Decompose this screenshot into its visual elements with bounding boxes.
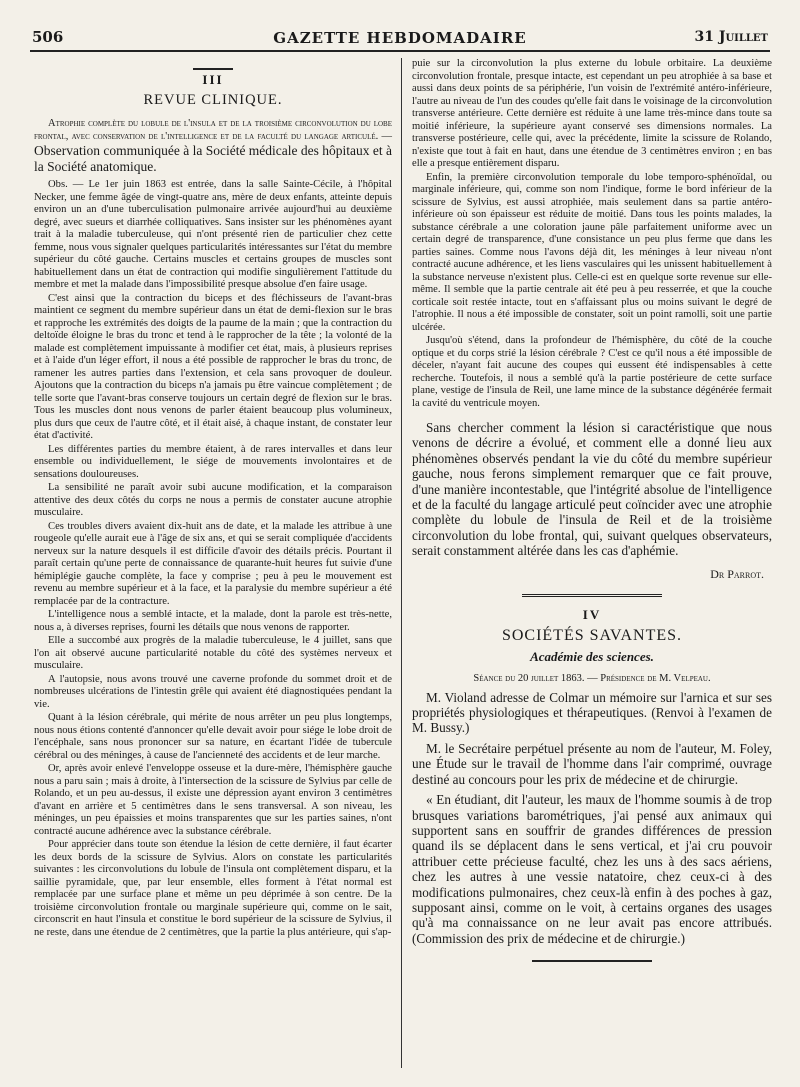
section-number (34, 68, 392, 88)
section-title: REVUE CLINIQUE. (143, 92, 283, 108)
section-number-bar (193, 68, 233, 70)
academie-subtitle: Académie des sciences. (530, 648, 654, 664)
page-number: 506 (32, 28, 64, 46)
author-signature: Dr Parrot. (710, 566, 764, 581)
paragraph: Pour apprécier dans toute son étendue la lésion de cette dernière, il faut écarter les deux bords de la scissure de Sylvius. Alors on constate les particularités suivantes : les circonvolutions du lobule de l'insula ont complètement disparu, et la saillie pyramidale, que, par leur ensemble, elles forment à l'état normal est remplacée par une surface plane et même un peu déprimée à son centre. De la troisième circonvolution frontale ou marginale supérieure qui, comme on le sait, circonscrit en haut l'insula et constitue le bord supérieur de la scissure de Sylvius, il ne reste, dans une étendue de 2 centimètres, que la partie la plus antérieure, qui s'ap- (34, 839, 392, 938)
paragraph: Or, après avoir enlevé l'enveloppe osseuse et la dure-mère, l'hémisphère gauche nous a paru sain ; mais à droite, à l'intersection de la scissure de Sylvius par celle de Rolando, et un peu au-dessus, il existe une dépression ayant environ 3 centimètres d'avant en arrière et 5 centimètres dans le sens transversal. A son niveau, les méninges, un peu épaissies et moins transparentes que sur les parties saines, n'ont contracté aucune adhérence avec la substance cérébrale. (34, 763, 392, 837)
observation-heading-large: Observation communiquée à la Société médicale des hôpitaux et à la Société anatomique. (34, 143, 393, 174)
observation-heading-small: Atrophie complète du lobule de l'insula et de la troisième circonvolution du lobe frontal, avec conservation de l'intelligence et de la faculté du langage articulé. — (34, 118, 392, 142)
section-number-text: IV (582, 606, 602, 622)
observation-heading (34, 117, 392, 175)
issue-date: 31 Juillet (694, 29, 768, 45)
masthead: GAZETTE HEBDOMADAIRE (273, 29, 527, 47)
left-column (34, 58, 392, 939)
end-rule (532, 960, 652, 962)
paragraph: Les différentes parties du membre étaient, à de rares intervalles et dans leur ensemble ou individuellement, le siége de mouvements involontaires et de sensations douloureuses. (34, 443, 392, 480)
paragraph: C'est ainsi que la contraction du biceps et des fléchisseurs de l'avant-bras maintient ce segment du membre supérieur dans un état de demi-flexion sur le bras et rapproche les extrémités des doigts de la paume de la main ; que la contraction du deltoïde éloigne le bras du tronc et tend à le rapprocher de la tête ; la volonté de la malade est complètement impuissante à modifier cet état, mais, à plusieurs reprises et à l'aide d'un léger effort, il nous a été possible de rapprocher le bras du tronc, de ramener les autres parties dans l'extension, et cela sans provoquer de douleur. Ajoutons que la contraction du biceps n'a jamais pu être vaincue complètement ; de telle sorte que l'avant-bras conserve toujours un certain degré de flexion sur le bras. Tous les muscles dont nous venons de parler étaient beaucoup plus volumineux, plus durs que ceux de l'autre côté, et il était aisé, à chaque instant, de constater leur état d'activité. (34, 292, 392, 441)
paragraph: puie sur la circonvolution la plus externe du lobule orbitaire. La deuxième circonvolution frontale, presque intacte, est cependant un peu atrophiée à sa base et aussi dans deux points de sa périphérie, l'un voisin de l'extrémité antéro-inférieure, l'autre au niveau de l'un des coudes qu'elle fait dans le voisinage de la circonvolution transverse antérieure. Cette dernière est réduite à une lame très-mince dans toute sa moitié inférieure, la supérieure ayant conservé ses dimensions normales. La transverse postérieure, celle qui, avec la précédente, limite la scissure de Rolando, n'existe que tout à fait en haut, dans une étendue de 3 centimètres environ ; en bas elle a presque entièrement disparu. (412, 58, 772, 169)
article-body (34, 179, 392, 939)
paragraph: Enfin, la première circonvolution temporale du lobe temporo-sphénoïdal, ou marginale inférieure, qui, comme son nom l'indique, forme le bord inférieur de la scissure de Sylvius, est aussi atrophiée, mais seulement dans sa partie antéro-inférieure où son épaisseur est réduite de moitié. Dans tous les points malades, la substance cérébrale a une coloration jaune pâle parfaitement uniforme avec un certain degré de transparence, d'une consistance un peu plus ferme que dans les parties saines. Comme nous l'avons déjà dit, les méninges à leur niveau n'ont contracté aucune adhérence, et les liens vasculaires qui les unissent habituellement à la substance nerveuse n'existent plus. Celle-ci est en quelque sorte revenue sur elle-même. Il semble que la partie centrale ait été peu à peu resserrée, et que la couche corticale soit restée intacte, tout en s'affaissant plus ou moins suivant le degré de l'atrophie. Il nous a été impossible de constater, soit un point ramolli, soit une partie ulcérée. (412, 171, 772, 333)
paragraph: Obs. — Le 1er juin 1863 est entrée, dans la salle Sainte-Cécile, à l'hôpital Necker, une femme âgée de vingt-quatre ans, mère de deux enfants, atteinte depuis environ un an d'une tuberculisation pulmonaire arrivée aujourd'hui au deuxième degré, avec sueurs et diarrhée colliquatives. Sans insister sur les phénomènes ayant trait à la maladie tuberculeuse, qui n'ont présenté rien de particulier chez cette femme, nous vous signaler quelques particularités intéressantes sur l'état du membre supérieur du côté gauche. Certains muscles et certains groupes de muscles sont habituellement dans un état de contraction qui modifie singulièrement l'attitude du membre et met la malade dans l'impossibilité presque absolue d'en faire usage. (34, 179, 392, 290)
section-number-iv (412, 607, 772, 623)
paragraph: M. Violand adresse de Colmar un mémoire sur l'arnica et sur ses propriétés physiologiques et thérapeutiques. (Renvoi à l'examen de M. Bussy.) (412, 689, 772, 736)
seance-line: Séance du 20 juillet 1863. — Présidence de M. Velpeau. (473, 672, 711, 684)
paragraph: Ces troubles divers avaient dix-huit ans de date, et la malade les attribue à une rougeole qu'elle aurait eue à l'âge de six ans, et qui se serait compliquée d'accidents nerveux sur la nature desquels il est difficile d'avoir des détails précis. Pourtant il paraît certain qu'une perte de connaissance de quarante-huit heures fut suivie d'une hémiplégie gauche complète, la face y comprise ; peu à peu le mouvement est revenu au membre supérieur et à la face, et la paralysie du membre supérieur a été remplacée par de la contracture. (34, 520, 392, 607)
paragraph: M. le Secrétaire perpétuel présente au nom de l'auteur, M. Foley, une Étude sur le travail de l'homme dans l'air comprimé, ouvrage destiné au concours pour les prix de médecine et de chirurgie. (412, 740, 772, 787)
section-rule (522, 594, 662, 597)
section-title-societes: SOCIÉTÉS SAVANTES. (501, 626, 683, 644)
paragraph: Quant à la lésion cérébrale, qui mérite de nous arrêter un peu plus longtemps, nous nous étions contenté d'annoncer qu'elle devait avoir pour siége le lobe droit de l'encéphale, sans nous prononcer sur sa nature, en écartant l'idée de tubercule cérébral ou des méninges, à cause de l'ancienneté des accidents et de leur marche. (34, 712, 392, 761)
article-continuation (412, 58, 772, 410)
page-header (32, 28, 768, 48)
header-rule (30, 50, 770, 52)
section-number-text: III (202, 72, 224, 87)
right-column (412, 58, 772, 962)
conclusion (412, 420, 772, 559)
paragraph: La sensibilité ne paraît avoir subi aucune modification, et la comparaison attentive des deux côtés du corps ne nous a permis de constater aucune atrophie musculaire. (34, 482, 392, 518)
column-divider (401, 58, 402, 1068)
paragraph: Jusqu'où s'étend, dans la profondeur de l'hémisphère, du côté de la couche optique et du corps strié la lésion cérébrale ? C'est ce qu'il nous a été impossible de déceler, n'ayant fait aucune des coupes qui eussent été indispensables à cette recherche. Toutefois, il nous a semblé qu'à la partie postérieure de cette surface plane, vestige de l'insula de Reil, une lame mince de la substance dégénérée fermait la cavité du ventricule moyen. (412, 335, 772, 409)
academie-body (412, 690, 772, 947)
paragraph: A l'autopsie, nous avons trouvé une caverne profonde du sommet droit et de nombreuses ulcérations de l'intestin grêle qui avaient été diagnostiquées pendant la vie. (34, 673, 392, 710)
paragraph: « En étudiant, dit l'auteur, les maux de l'homme soumis à de trop brusques variations barométriques, j'ai pensé aux animaux qui supportent sans en souffrir de grandes différences de pression quand ils se déplacent dans le sens vertical, et j'ai cru pouvoir attribuer cette précieuse faculté, chez les uns à des sacs aériens, chez les autres à une vessie natatoire, chez ceux-ci à des modifications pulmonaires, chez ceux-là enfin à des poches à gaz, supposant ainsi, comme on le voit, à certains organes des usages qu'à ma connaissance on ne leur avait pas encore attribués. (Commission des prix de médecine et de chirurgie.) (412, 792, 772, 946)
paragraph: Elle a succombé aux progrès de la maladie tuberculeuse, le 4 juillet, sans que l'on ait observé aucune particularité notable du côté des systèmes nerveux et musculaire. (34, 635, 392, 671)
paragraph: L'intelligence nous a semblé intacte, et la malade, dont la parole est très-nette, nous a, à diverses reprises, fourni les détails que nous venons de rapporter. (34, 609, 392, 633)
paragraph: Sans chercher comment la lésion si caractéristique que nous venons de décrire a évolué, et comment elle a donné lieu aux phénomènes observés pendant la vie du côté du membre supérieur gauche, nous ferons simplement remarquer que ce fait prouve, d'une manière incontestable, que l'intégrité absolue de l'intelligence et de la faculté du langage articulé peut coïncider avec une atrophie complète du lobule de l'insula de Reil et de la troisième circonvolution du lobe frontal, qui, suivant quelques observateurs, serait constamment altérée dans les cas d'aphémie. (412, 420, 772, 559)
